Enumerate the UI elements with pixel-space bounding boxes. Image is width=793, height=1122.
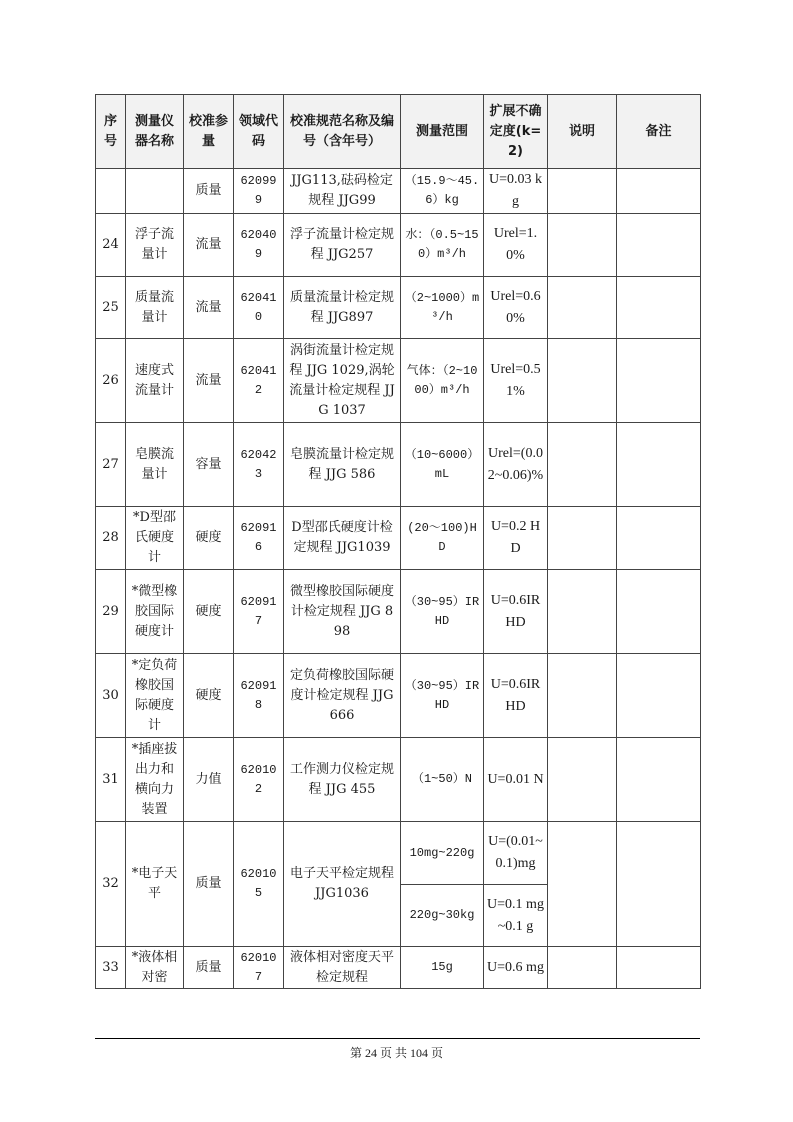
header-spec: 校准规范名称及编号（含年号） [284, 95, 401, 169]
cell-spec: 微型橡胶国际硬度计检定规程 JJG 898 [284, 570, 401, 654]
cell-range: 10mg~220g [401, 822, 484, 885]
cell-name: 浮子流量计 [126, 214, 184, 277]
header-code: 领域代码 [234, 95, 284, 169]
cell-remark [617, 570, 701, 654]
cell-remark [617, 169, 701, 214]
cell-seq: 30 [96, 654, 126, 738]
cell-code: 620105 [234, 822, 284, 947]
cell-note [548, 423, 617, 507]
cell-seq [96, 169, 126, 214]
cell-param: 流量 [184, 214, 234, 277]
cell-remark [617, 947, 701, 989]
cell-uncertainty: U=0.6IRHD [484, 570, 548, 654]
cell-uncertainty: U=0.01 N [484, 738, 548, 822]
cell-code: 620102 [234, 738, 284, 822]
cell-remark [617, 423, 701, 507]
cell-uncertainty: Urel=(0.02~0.06)% [484, 423, 548, 507]
table-row [96, 214, 701, 277]
cell-seq: 28 [96, 507, 126, 570]
cell-param: 质量 [184, 822, 234, 947]
cell-uncertainty: U=0.6 mg [484, 947, 548, 989]
cell-uncertainty: U=0.1 mg~0.1 g [484, 885, 548, 947]
cell-note [548, 277, 617, 339]
cell-range: （30~95）IRHD [401, 654, 484, 738]
cell-spec: 皂膜流量计检定规程 JJG 586 [284, 423, 401, 507]
cell-param: 质量 [184, 947, 234, 989]
cell-note [548, 947, 617, 989]
cell-spec: 浮子流量计检定规程 JJG257 [284, 214, 401, 277]
cell-param: 硬度 [184, 654, 234, 738]
cell-range: 220g~30kg [401, 885, 484, 947]
cell-code: 620409 [234, 214, 284, 277]
cell-range: （15.9～45.6）kg [401, 169, 484, 214]
header-remark: 备注 [617, 95, 701, 169]
cell-note [548, 822, 617, 947]
header-row [96, 95, 701, 169]
header-name: 测量仪器名称 [126, 95, 184, 169]
cell-remark [617, 654, 701, 738]
table-row [96, 654, 701, 738]
cell-spec: 涡街流量计检定规程 JJG 1029,涡轮流量计检定规程 JJG 1037 [284, 339, 401, 423]
cell-name: *D型邵氏硬度计 [126, 507, 184, 570]
table-row [96, 423, 701, 507]
cell-code: 620916 [234, 507, 284, 570]
cell-uncertainty: U=0.03 kg [484, 169, 548, 214]
cell-seq: 32 [96, 822, 126, 947]
calibration-table [95, 94, 701, 989]
table-row [96, 507, 701, 570]
cell-name: 皂膜流量计 [126, 423, 184, 507]
table-row [96, 339, 701, 423]
cell-range: （30~95）IRHD [401, 570, 484, 654]
cell-remark [617, 277, 701, 339]
table-row [96, 738, 701, 822]
table-row [96, 169, 701, 214]
header-range: 测量范围 [401, 95, 484, 169]
cell-name: 质量流量计 [126, 277, 184, 339]
cell-code: 620412 [234, 339, 284, 423]
cell-uncertainty: U=0.2 HD [484, 507, 548, 570]
cell-seq: 24 [96, 214, 126, 277]
page-footer: 第 24 页 共 104 页 [349, 1046, 443, 1060]
cell-param: 硬度 [184, 570, 234, 654]
cell-code: 620918 [234, 654, 284, 738]
footer-divider [95, 1038, 700, 1039]
cell-remark [617, 339, 701, 423]
cell-range: 15g [401, 947, 484, 989]
cell-seq: 26 [96, 339, 126, 423]
cell-note [548, 738, 617, 822]
cell-remark [617, 507, 701, 570]
header-seq: 序号 [96, 95, 126, 169]
header-param: 校准参量 [184, 95, 234, 169]
table-row [96, 277, 701, 339]
cell-name: *插座拔出力和横向力装置 [126, 738, 184, 822]
cell-uncertainty: U=(0.01~0.1)mg [484, 822, 548, 885]
cell-range: （1~50）N [401, 738, 484, 822]
cell-note [548, 654, 617, 738]
cell-range: 气体：（2~1000）m³/h [401, 339, 484, 423]
cell-range: (20～100)HD [401, 507, 484, 570]
cell-remark [617, 822, 701, 947]
cell-uncertainty: Urel=0.60% [484, 277, 548, 339]
cell-name [126, 169, 184, 214]
cell-seq: 33 [96, 947, 126, 989]
cell-uncertainty: Urel=1.0% [484, 214, 548, 277]
cell-spec: D型邵氏硬度计检定规程 JJG1039 [284, 507, 401, 570]
cell-name: *液体相对密 [126, 947, 184, 989]
cell-spec: 工作测力仪检定规程 JJG 455 [284, 738, 401, 822]
cell-note [548, 214, 617, 277]
cell-name: *定负荷橡胶国际硬度计 [126, 654, 184, 738]
cell-param: 容量 [184, 423, 234, 507]
cell-spec: 液体相对密度天平检定规程 [284, 947, 401, 989]
cell-param: 硬度 [184, 507, 234, 570]
cell-code: 620999 [234, 169, 284, 214]
cell-note [548, 570, 617, 654]
cell-seq: 31 [96, 738, 126, 822]
cell-uncertainty: U=0.6IRHD [484, 654, 548, 738]
cell-param: 流量 [184, 339, 234, 423]
cell-code: 620423 [234, 423, 284, 507]
cell-name: *电子天平 [126, 822, 184, 947]
table-row [96, 947, 701, 989]
cell-remark [617, 738, 701, 822]
cell-seq: 27 [96, 423, 126, 507]
table-row [96, 822, 701, 885]
cell-range: （10~6000）mL [401, 423, 484, 507]
cell-name: *微型橡胶国际硬度计 [126, 570, 184, 654]
cell-note [548, 169, 617, 214]
cell-code: 620410 [234, 277, 284, 339]
table-row [96, 570, 701, 654]
cell-remark [617, 214, 701, 277]
cell-range: 水：（0.5~150）m³/h [401, 214, 484, 277]
header-note: 说明 [548, 95, 617, 169]
cell-param: 力值 [184, 738, 234, 822]
cell-spec: JJG113,砝码检定规程 JJG99 [284, 169, 401, 214]
cell-uncertainty: Urel=0.51% [484, 339, 548, 423]
cell-range: （2~1000）m³/h [401, 277, 484, 339]
cell-code: 620917 [234, 570, 284, 654]
cell-note [548, 339, 617, 423]
cell-spec: 质量流量计检定规程 JJG897 [284, 277, 401, 339]
cell-param: 流量 [184, 277, 234, 339]
header-uncertainty: 扩展不确定度(k=2) [484, 95, 548, 169]
cell-note [548, 507, 617, 570]
cell-spec: 定负荷橡胶国际硬度计检定规程 JJG666 [284, 654, 401, 738]
cell-seq: 29 [96, 570, 126, 654]
cell-spec: 电子天平检定规程 JJG1036 [284, 822, 401, 947]
cell-param: 质量 [184, 169, 234, 214]
cell-name: 速度式流量计 [126, 339, 184, 423]
cell-seq: 25 [96, 277, 126, 339]
cell-code: 620107 [234, 947, 284, 989]
